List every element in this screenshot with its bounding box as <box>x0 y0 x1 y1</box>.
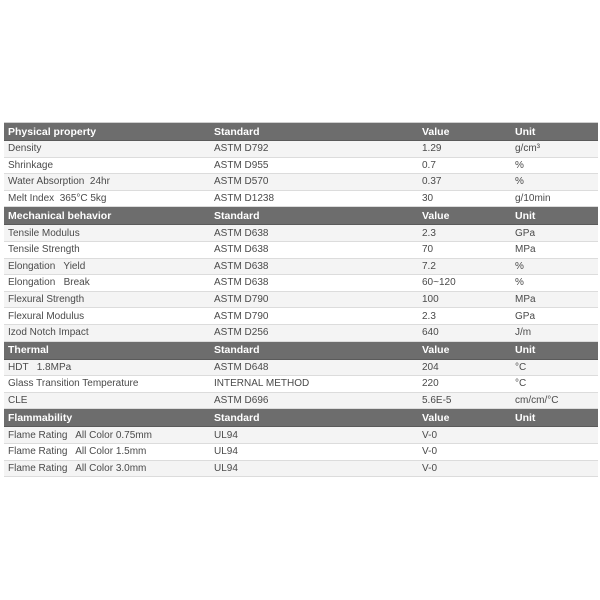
table-row <box>4 174 598 191</box>
unit-cell: °C <box>515 378 527 390</box>
property-cell: Izod Notch Impact <box>8 327 89 339</box>
property-cell: Water Absorption 24hr <box>8 176 110 188</box>
unit-cell: % <box>515 176 524 188</box>
property-cell: Flame Rating All Color 1.5mm <box>8 446 147 458</box>
section-title: Physical property <box>8 125 97 138</box>
standard-header: Standard <box>214 344 260 357</box>
value-cell: 220 <box>422 378 439 390</box>
unit-cell: GPa <box>515 310 536 322</box>
table-row <box>4 427 598 444</box>
property-cell: Elongation Yield <box>8 260 86 272</box>
value-cell: 30 <box>422 193 434 205</box>
section-title: Thermal <box>8 344 49 357</box>
standard-header: Standard <box>214 411 260 424</box>
table-row <box>4 393 598 410</box>
standard-cell: ASTM D955 <box>214 159 269 171</box>
unit-cell: % <box>515 159 524 171</box>
standard-cell: ASTM D570 <box>214 176 269 188</box>
section-2 <box>4 342 598 410</box>
standard-cell: ASTM D638 <box>214 227 269 239</box>
standard-cell: ASTM D638 <box>214 277 269 289</box>
standard-cell: ASTM D792 <box>214 143 269 155</box>
table-row <box>4 141 598 158</box>
table-row <box>4 158 598 175</box>
property-table <box>4 123 598 477</box>
value-cell: V-0 <box>422 462 438 474</box>
table-row <box>4 259 598 276</box>
property-cell: Flame Rating All Color 0.75mm <box>8 429 152 441</box>
table-row <box>4 292 598 309</box>
value-cell: 2.3 <box>422 310 436 322</box>
unit-header: Unit <box>515 125 536 138</box>
value-cell: 7.2 <box>422 260 436 272</box>
standard-cell: INTERNAL METHOD <box>214 378 310 390</box>
standard-cell: ASTM D790 <box>214 310 269 322</box>
property-cell: Flame Rating All Color 3.0mm <box>8 462 147 474</box>
standard-cell: ASTM D256 <box>214 327 269 339</box>
section-1 <box>4 207 598 341</box>
unit-cell: J/m <box>515 327 532 339</box>
unit-cell: GPa <box>515 227 536 239</box>
standard-header: Standard <box>214 209 260 222</box>
table-row <box>4 225 598 242</box>
table-row <box>4 308 598 325</box>
table-row <box>4 461 598 478</box>
section-header-row <box>4 207 598 225</box>
property-cell: HDT 1.8MPa <box>8 361 72 373</box>
unit-header: Unit <box>515 344 536 357</box>
standard-cell: UL94 <box>214 462 238 474</box>
value-cell: 1.29 <box>422 143 442 155</box>
value-header: Value <box>422 411 450 424</box>
value-cell: V-0 <box>422 446 438 458</box>
property-cell: Density <box>8 143 42 155</box>
value-cell: 2.3 <box>422 227 436 239</box>
property-cell: Melt Index 365°C 5kg <box>8 193 107 205</box>
value-header: Value <box>422 125 450 138</box>
section-3 <box>4 409 598 477</box>
unit-cell: MPa <box>515 294 536 306</box>
unit-cell: % <box>515 277 524 289</box>
property-cell: Glass Transition Temperature <box>8 378 139 390</box>
standard-cell: ASTM D638 <box>214 244 269 256</box>
table-row <box>4 360 598 377</box>
standard-cell: UL94 <box>214 429 238 441</box>
table-row <box>4 444 598 461</box>
value-cell: 100 <box>422 294 439 306</box>
standard-cell: ASTM D638 <box>214 260 269 272</box>
section-header-row <box>4 123 598 141</box>
table-row <box>4 275 598 292</box>
table-row <box>4 242 598 259</box>
unit-header: Unit <box>515 209 536 222</box>
unit-cell: % <box>515 260 524 272</box>
value-cell: 0.7 <box>422 159 436 171</box>
unit-cell: MPa <box>515 244 536 256</box>
section-title: Mechanical behavior <box>8 209 112 222</box>
unit-header: Unit <box>515 411 536 424</box>
section-header-row <box>4 409 598 427</box>
property-cell: CLE <box>8 395 28 407</box>
table-row <box>4 191 598 208</box>
value-cell: 204 <box>422 361 439 373</box>
unit-cell: °C <box>515 361 527 373</box>
standard-cell: UL94 <box>214 446 238 458</box>
property-cell: Flexural Strength <box>8 294 85 306</box>
value-cell: V-0 <box>422 429 438 441</box>
standard-cell: ASTM D648 <box>214 361 269 373</box>
value-cell: 640 <box>422 327 439 339</box>
unit-cell: cm/cm/°C <box>515 395 559 407</box>
property-cell: Flexural Modulus <box>8 310 85 322</box>
section-title: Flammability <box>8 411 73 424</box>
property-cell: Tensile Modulus <box>8 227 80 239</box>
table-row <box>4 376 598 393</box>
value-cell: 70 <box>422 244 434 256</box>
property-cell: Shrinkage <box>8 159 54 171</box>
value-cell: 0.37 <box>422 176 442 188</box>
standard-cell: ASTM D1238 <box>214 193 275 205</box>
value-header: Value <box>422 344 450 357</box>
value-header: Value <box>422 209 450 222</box>
value-cell: 5.6E-5 <box>422 395 452 407</box>
standard-cell: ASTM D696 <box>214 395 269 407</box>
section-header-row <box>4 342 598 360</box>
value-cell: 60~120 <box>422 277 456 289</box>
property-cell: Tensile Strength <box>8 244 80 256</box>
unit-cell: g/10min <box>515 193 551 205</box>
unit-cell: g/cm³ <box>515 143 540 155</box>
section-0 <box>4 123 598 207</box>
property-cell: Elongation Break <box>8 277 90 289</box>
standard-cell: ASTM D790 <box>214 294 269 306</box>
table-row <box>4 325 598 342</box>
standard-header: Standard <box>214 125 260 138</box>
